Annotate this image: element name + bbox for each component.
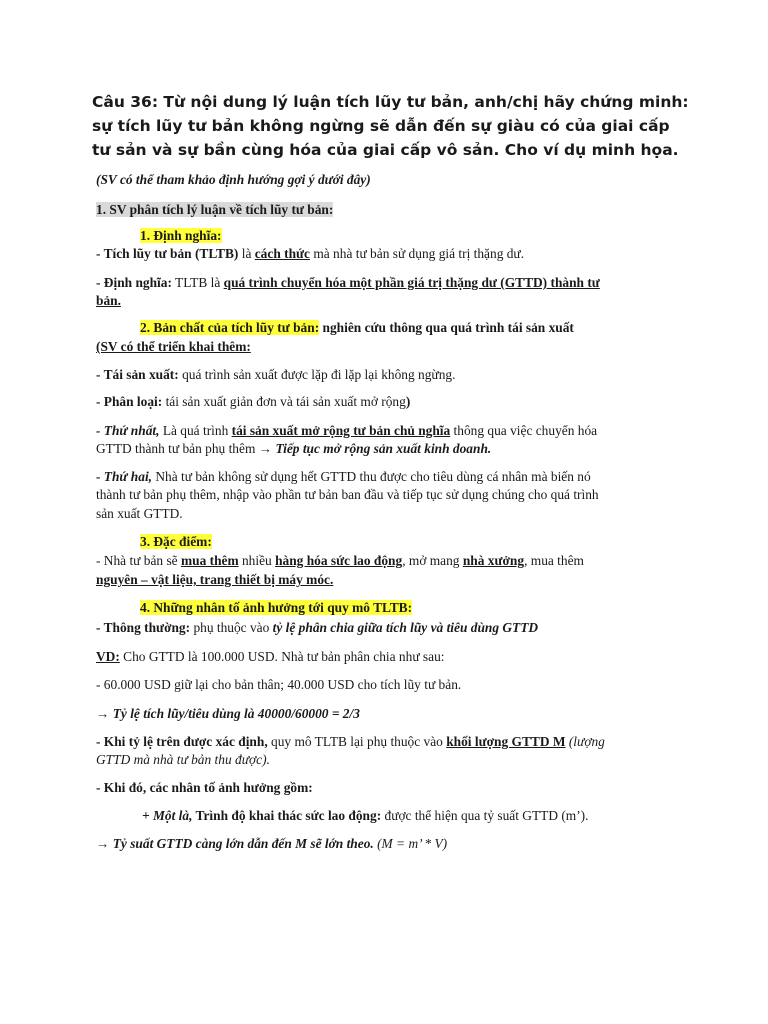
text-span: quy mô TLTB lại phụ thuộc vào xyxy=(267,734,447,749)
term-hang-hoa: hàng hóa sức lao động xyxy=(275,553,403,568)
term-trinh-do: Trình độ khai thác sức lao động: xyxy=(192,808,382,823)
term-cach-thuc: cách thức xyxy=(254,246,310,261)
note-line: (SV có thể tham khảo định hướng gợi ý dưới đây) xyxy=(96,172,371,187)
characteristics-line-2: nguyên – vật liệu, trang thiết bị máy móc. xyxy=(96,572,334,587)
text-span: Cho GTTD là 100.000 USD. Nhà tư bản phân chia như sau: xyxy=(119,649,445,664)
nature-line-6: thành tư bản phụ thêm, nhập vào phần tư bản ban đầu và tiếp tục sử dụng chúng cho quá trình xyxy=(96,487,599,502)
text-span: GTTD thành tư bản phụ thêm → xyxy=(96,441,276,456)
text-span: Nhà tư bản không sử dụng hết GTTD thu được cho tiêu dùng cá nhân mà biến nó xyxy=(152,469,591,484)
nature-line-4 xyxy=(96,441,491,457)
nature-line-3 xyxy=(96,423,597,439)
characteristics-heading-text: 3. Đặc điểm: xyxy=(140,534,212,549)
term-mua-them: mua thêm xyxy=(180,553,239,568)
term-khoi-luong: khối lượng GTTD M xyxy=(446,734,566,749)
factors-example xyxy=(96,649,445,665)
section-1-heading xyxy=(96,202,333,218)
nature-heading-text: 2. Bản chất của tích lũy tư bản: xyxy=(140,320,320,335)
term-thu-nhat: - Thứ nhất, xyxy=(96,423,160,438)
characteristics-heading xyxy=(140,534,212,550)
factors-conclusion: → Tỷ suất GTTD càng lớn dẫn đến M sẽ lớn theo. xyxy=(96,836,374,851)
nature-sub: (SV có thể triển khai thêm: xyxy=(96,339,251,354)
term-thu-hai: - Thứ hai, xyxy=(96,469,153,484)
nature-underlined: tái sản xuất mở rộng tư bản chủ nghĩa xyxy=(231,423,451,438)
definition-heading xyxy=(140,228,222,244)
definition-line-1 xyxy=(96,246,524,262)
text-span: Là quá trình xyxy=(159,423,232,438)
text-span: (lượng xyxy=(565,734,605,749)
factors-ratio: → Tỷ lệ tích lũy/tiêu dùng là 40000/60000 = 2/3 xyxy=(96,706,360,721)
factors-heading-text: 4. Những nhân tố ảnh hưởng tới quy mô TLTB: xyxy=(140,600,413,615)
text-span: TLTB là xyxy=(171,275,224,290)
factors-line-9 xyxy=(96,836,447,852)
text-span: nhiều xyxy=(238,553,276,568)
text-span: ) xyxy=(405,394,411,409)
text-span: mà nhà tư bản sử dụng giá trị thặng dư. xyxy=(310,246,525,261)
factors-line-6: GTTD mà nhà tư bản thu được). xyxy=(96,752,270,767)
nature-line-2 xyxy=(96,394,410,410)
nature-heading-rest: nghiên cứu thông qua quá trình tái sản xuất xyxy=(319,320,574,335)
term-dinh-nghia: - Định nghĩa: xyxy=(96,275,172,290)
text-span: - Nhà tư bản sẽ xyxy=(96,553,181,568)
term-tai-san-xuat: - Tái sản xuất: xyxy=(96,367,179,382)
term-nha-xuong: nhà xưởng xyxy=(462,553,525,568)
term-mot-la: + Một là, xyxy=(142,808,193,823)
factors-heading xyxy=(140,600,412,616)
term-thong-thuong: - Thông thường: xyxy=(96,620,191,635)
nature-line-1 xyxy=(96,367,455,383)
text-span: quá trình sản xuất được lặp đi lặp lại không ngừng. xyxy=(178,367,456,382)
term-tltb: - Tích lũy tư bản (TLTB) xyxy=(96,246,239,261)
factors-line-1 xyxy=(96,620,538,636)
nature-line-7: sản xuất GTTD. xyxy=(96,506,183,521)
factors-line-5 xyxy=(96,734,605,750)
text-span: , mua thêm xyxy=(524,553,584,568)
text-span: tái sản xuất giản đơn và tái sản xuất mở rộng xyxy=(162,394,406,409)
text-span: được thể hiện qua tỷ suất GTTD (m’). xyxy=(381,808,589,823)
formula: (M = m’ * V) xyxy=(373,836,448,851)
term-khi-ty-le: - Khi tỷ lệ trên được xác định, xyxy=(96,734,268,749)
term-phan-loai: - Phân loại: xyxy=(96,394,163,409)
factors-line-8 xyxy=(142,808,589,824)
text-span: là xyxy=(238,246,255,261)
definition-underlined: quá trình chuyển hóa một phần giá trị thặng dư (GTTD) thành tư xyxy=(223,275,600,290)
nature-line-5 xyxy=(96,469,591,485)
definition-heading-text: 1. Định nghĩa: xyxy=(140,228,222,243)
term-vd: VD: xyxy=(96,649,120,664)
factors-emphasis: tỷ lệ phân chia giữa tích lũy và tiêu dùng GTTD xyxy=(272,620,539,635)
text-span: , mở mang xyxy=(402,553,463,568)
text-span: thông qua việc chuyển hóa xyxy=(450,423,598,438)
definition-line-2 xyxy=(96,275,600,291)
characteristics-line-1 xyxy=(96,553,584,569)
question-heading: Câu 36: Từ nội dung lý luận tích lũy tư bản, anh/chị hãy chứng minh: sự tích lũy tư bản không ngừng sẽ dẫn đến sự giàu có của giai cấp tư sản và sự bần cùng hóa của giai cấp vô sản. Cho ví dụ minh họa. xyxy=(92,93,689,159)
definition-line-3: bản. xyxy=(96,293,121,308)
nature-heading xyxy=(140,320,574,336)
nature-emphasis: Tiếp tục mở rộng sản xuất kinh doanh. xyxy=(275,441,492,456)
factors-line-7: - Khi đó, các nhân tố ảnh hưởng gồm: xyxy=(96,780,313,795)
text-span: phụ thuộc vào xyxy=(190,620,273,635)
factors-line-3: - 60.000 USD giữ lại cho bản thân; 40.000 USD cho tích lũy tư bản. xyxy=(96,677,462,692)
section-1-text: 1. SV phân tích lý luận về tích lũy tư bản: xyxy=(96,202,334,217)
